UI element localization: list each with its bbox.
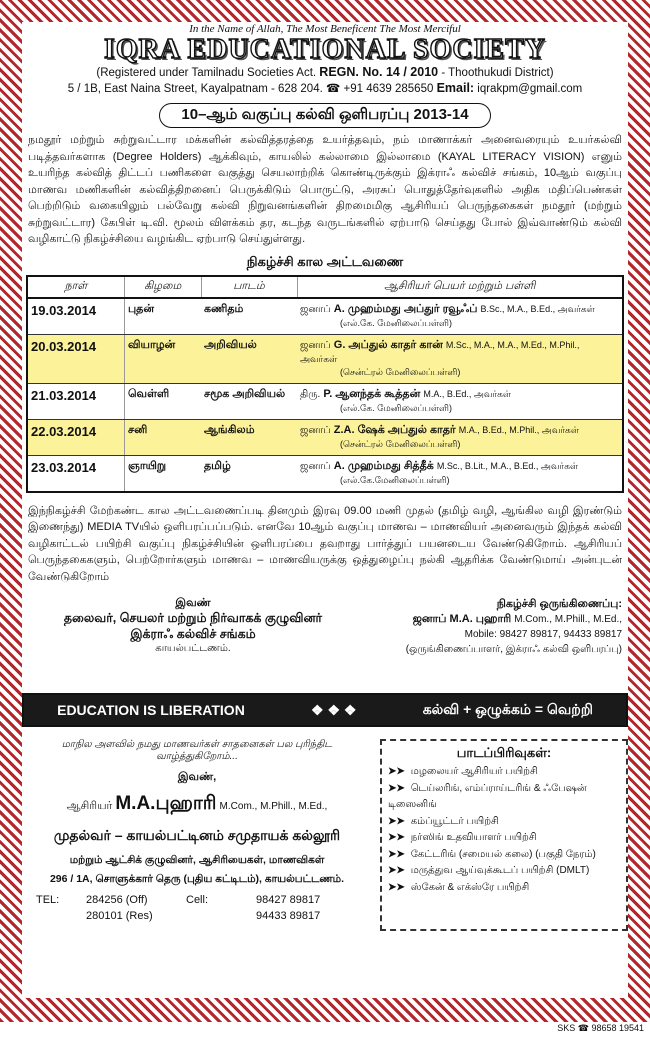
course-item: ➤➤ நர்ஸிங் உதவியாளர் பயிற்சி: [388, 832, 537, 843]
schedule-day: வெள்ளி: [125, 383, 202, 419]
college-info: மாநில அளவில் நமது மாணவர்கள் சாதனைகள் பல புரிந்திட வாழ்த்துகிறோம்... இவண், ஆசிரியர் M.A.புஹாரி M.Com., M.Phill., M.Ed., முதல்வர் – காயல்பட்டினம் சமுதாயக் கல்லூரி மற்றும் ஆட்சிக் குழுவினர், ஆசிரியைகள், மாணவிகள் 296 / 1A, சொளுக்கார் தெரு (புதிய கட்டிடம்), காயல்பட்டணம். TEL: 284256 (Off) Cell: 98427 89817 280101 (Res) 94433 89817: [22, 735, 372, 924]
schedule-header-cell: ஆசிரியர் பெயர் மற்றும் பள்ளி: [297, 276, 623, 298]
double-arrow-icon: ➤➤: [388, 881, 405, 893]
schedule-date: 22.03.2014: [27, 419, 125, 455]
schedule-teacher: ஜனாப் A. முஹம்மது சித்தீக் M.Sc., B.Lit., M.A., B.Ed., அவர்கள் (எல்.கே.மேனிலைப்பள்ளி): [297, 455, 623, 492]
slogan-banner: EDUCATION IS LIBERATION ❖ ❖ ❖ கல்வி + ஒழுக்கம் = வெற்றி: [22, 693, 628, 727]
signature-left: இவண் தலைவர், செயலர் மற்றும் நிர்வாகக் குழுவினர் இக்ராஃ கல்விச் சங்கம் காயல்பட்டணம்.: [63, 597, 323, 654]
double-arrow-icon: ➤➤: [388, 848, 405, 860]
course-item: ➤➤ ஸ்கேன் & எக்ஸ்ரே பயிற்சி: [388, 881, 530, 893]
schedule-table: [26, 275, 624, 493]
poster: [22, 22, 628, 998]
double-arrow-icon: ➤➤: [388, 766, 405, 777]
course-item: ➤➤ மருத்துவ ஆய்வுக்கூடப் பயிற்சி (DMLT): [388, 865, 590, 876]
schedule-teacher: ஜனாப் Z.A. ஷேக் அப்துல் காதர் M.A., B.Ed., M.Phil., அவர்கள் (சென்ட்ரல் மேனிலைப்பள்ளி): [297, 419, 623, 455]
contact-grid: TEL: 284256 (Off) Cell: 98427 89817 280101 (Res) 94433 89817: [36, 894, 321, 922]
double-arrow-icon: ➤➤: [388, 782, 405, 794]
schedule-header-cell: நாள்: [27, 276, 125, 298]
double-arrow-icon: ➤➤: [388, 815, 405, 827]
schedule-subject: கணிதம்: [201, 298, 297, 335]
schedule-day: சனி: [125, 419, 202, 455]
page-title: 10–ஆம் வகுப்பு கல்வி ஒளிபரப்பு 2013-14: [159, 103, 491, 128]
course-item: ➤➤ கேட்டரிங் (சமையல் கலை) (பகுதி நேரம்): [388, 848, 596, 860]
org-name: IQRA EDUCATIONAL SOCIETY: [103, 34, 547, 65]
schedule-subject: தமிழ்: [201, 455, 297, 492]
schedule-teacher: ஜனாப் G. அப்துல் காதர் கான் M.Sc., M.A., M.A., M.Ed., M.Phil., அவர்கள் (சென்ட்ரல் மேனிலைப்பள்ளி): [297, 334, 623, 383]
course-item: ➤➤ கம்ப்யூட்டர் பயிற்சி: [388, 815, 499, 827]
schedule-date: 21.03.2014: [27, 383, 125, 419]
address-line: 5 / 1B, East Naina Street, Kayalpatnam - 628 204. ☎ +91 4639 285650 Email: iqrakpm@gmail.com: [67, 81, 583, 95]
schedule-teacher: திரு. P. ஆனந்தக் கூத்தன் M.A., B.Ed., அவர்கள் (எல்.கே. மேனிலைப்பள்ளி): [297, 383, 623, 419]
broadcast-paragraph: இந்நிகழ்ச்சி மேற்கண்ட கால அட்டவணைப்படி தினமும் இரவு 09.00 மணி முதல் (தமிழ் வழி, ஆங்கில வழி இரண்டும் இணைந்து) MEDIA TVயில் ஒளிபரப்பப்படும். எனவே 10ஆம் வகுப்பு மாணவ – மாணவியர் அனைவரும் இந்தக் கல்வி வழிகாட்டல் பயிற்சி வகுப்பு நிகழ்ச்சியின் ஒளிபரப்பை தவறாது பார்த்துப் பயனடைய வேண்டுகிறோம். ஆசிரியப் பெருந்தகைகளும், பெற்றோர்களும் மாணவ – மாணவியருக்கு ஒத்துழைப்பு நல்கி ஆதரிக்க வேண்டுமாய் அன்புடன் வேண்டுகிறோம்: [28, 504, 623, 583]
courses-box: [380, 739, 628, 931]
tagline: In the Name of Allah, The Most Beneficent The Most Merciful: [189, 23, 461, 35]
schedule-title: நிகழ்ச்சி கால அட்டவணை: [246, 253, 404, 269]
schedule-date: 23.03.2014: [27, 455, 125, 492]
course-item: ➤➤ மழலையர் ஆசிரியர் பயிற்சி: [388, 766, 538, 777]
reg-number: REGN. No. 14 / 2010: [319, 65, 439, 79]
course-item: ➤➤ டெய்லரிங், எம்ப்ராய்டரிங் & ஃபேஷன் டிஸைனிங்: [388, 782, 587, 810]
schedule-row: [27, 298, 623, 335]
schedule-date: 20.03.2014: [27, 334, 125, 383]
signature-row: [28, 597, 622, 687]
schedule-day: ஞாயிறு: [125, 455, 202, 492]
intro-paragraph: நமதூர் மற்றும் சுற்றுவட்டார மக்களின் கல்வித்தரத்தை உயர்த்தவும், நம் மாணாக்கர் அனைவரையும் உயர்கல்வி படித்தவர்களாக (Degree Holders) ஆக்கிவும், காயலில் கல்லாமை இல்லாமை (KAYAL LITERACY VISION) எனும் உயரிந்த கல்வித் திட்டப் பணிகளை வகுத்து செயலாற்றிக் கொண்டிருக்கும் இக்ராஃ கல்விச் சங்கம், 10ஆம் வகுப்பு மாணவ மணிகளின் கல்வித்திறனைப் பெருக்கிடும் பொருட்டு, அரசுப் பொதுத்தேர்வுகளில் அதிக மதிப்பெண்கள் பெற்றிடும் வகையிலும் பல்வேறு கல்வி நிறுவனங்களின் திறமைமிகு ஆசிரியப் பெருந்தகைகள் நமதூர் (மற்றும் சுற்றுவட்டார) கேபிள் டி.வி. மூலம் விளக்கம் தர, கடந்த வருடங்களில் ஏற்பாடு செய்தது போல் இவ்வாண்டும் கல்வி வழிகாட்டு நிகழ்ச்சியை வழங்கிட ஏற்பாடு செய்துள்ளது.: [28, 134, 622, 245]
email-link[interactable]: iqrakpm@gmail.com: [477, 83, 583, 95]
courses-title: பாடப்பிரிவுகள்:: [456, 745, 552, 760]
schedule-date: 19.03.2014: [27, 298, 125, 335]
schedule-subject: ஆங்கிலம்: [201, 419, 297, 455]
schedule-row: [27, 334, 623, 383]
schedule-day: வியாழன்: [125, 334, 202, 383]
schedule-teacher: ஜனாப் A. முஹம்மது அப்துர் ரவூஃப் B.Sc., M.A., B.Ed., அவர்கள் (எல்.கே. மேனிலைப்பள்ளி): [297, 298, 623, 335]
double-arrow-icon: ➤➤: [388, 865, 405, 876]
schedule-row: [27, 419, 623, 455]
signature-right: நிகழ்ச்சி ஒருங்கிணைப்பு: ஜனாப் M.A. புஹாரி M.Com., M.Phill., M.Ed., Mobile: 98427 89817, 94433 89817 (ஒருங்கிணைப்பாளர், இக்ராஃ கல்வி ஒளிபரப்பு): [405, 598, 622, 655]
schedule-header-row: [27, 276, 623, 298]
schedule-header-cell: பாடம்: [201, 276, 297, 298]
footer-credit: SKS ☎ 98658 19541: [557, 1023, 644, 1033]
schedule-subject: சமூக அறிவியல்: [201, 383, 297, 419]
schedule-row: [27, 455, 623, 492]
schedule-row: [27, 383, 623, 419]
registration-line: (Registered under Tamilnadu Societies Act. REGN. No. 14 / 2010 - Thoothukudi District): [96, 65, 554, 79]
schedule-day: புதன்: [125, 298, 202, 335]
schedule-header-cell: கிழமை: [125, 276, 202, 298]
college-ad: [22, 735, 628, 943]
schedule-subject: அறிவியல்: [201, 334, 297, 383]
double-arrow-icon: ➤➤: [388, 832, 405, 843]
